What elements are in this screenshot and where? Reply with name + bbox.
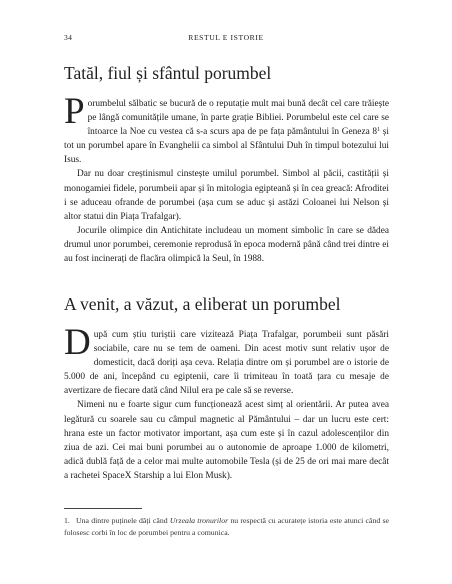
footnote-text: Una dintre puținele dăți când [76, 516, 170, 525]
footnote-text: nu respectă cu acuratețe istoria este atunci când se folosesc corbi în loc de porumbei pentru a comunica. [64, 516, 389, 537]
paragraph: Dar nu doar creștinismul cinstește umilul porumbel. Simbol al păcii, castității și monogamiei fidele, porumbeii apar și în mitologia egipteană și în cea greacă: Afroditei i se aduceau ofrande de porumbei (așa cum se aduc și astăzi Coloanei lui Nelson și altor statui din Piața Trafalgar). [64, 169, 389, 222]
footnote [64, 515, 389, 538]
section-title-2: A venit, a văzut, a eliberat un porumbel [64, 294, 341, 314]
footnote-reference[interactable]: 1 [377, 127, 381, 134]
page-number: 34 [64, 33, 73, 42]
paragraph [64, 322, 389, 398]
paragraph [64, 91, 389, 167]
running-title: RESTUL E ISTORIE [188, 33, 264, 42]
drop-cap: P [64, 91, 85, 132]
paragraph-text: și tot un porumbel apare în Evangheliі ca simbol al Sfântului Duh în timpul botezului lui Isus. [64, 127, 389, 166]
section-title-1: Tatăl, fiul și sfântul porumbel [64, 63, 272, 83]
section-2-body [64, 322, 389, 483]
footnote-number: 1. [64, 516, 70, 525]
paragraph: Jocurile olimpice din Antichitate includeau un moment simbolic în care se dădea drumul unor porumbei, ceremonie reprodusă în epoca modernă până când trei dintre ei au fost incinerați de flacăra olimpică la Seul, în 1988. [64, 225, 389, 265]
running-header [64, 33, 388, 43]
footnote-italic-title: Urzeala tronurilor [169, 516, 229, 525]
paragraph: Nimeni nu e foarte sigur cum funcționează acest simț al orientării. Ar putea avea legătură cu soarele sau cu câmpul magnetic al Pământului – dar un lucru este cert: hrana este un factor motivator important, așa cum este și în cazul adolescenților din ziua de azi. Cei mai buni porumbei au o autonomie de aproape 1.000 de kilometri, adică dublă față de a celor mai multe automobile Tesla (și de 25 de ori mai mare decât a rachetei SpaceX Starship a lui Elon Musk). [64, 400, 389, 481]
drop-cap: D [64, 322, 91, 363]
section-1-body [64, 91, 389, 266]
paragraph-text: orumbelul sălbatic se bucură de o reputație mult mai bună decât cel care trăiește pe lângă comunitățile umane, în parte grație Bibliei. Porumbelul este cel care se întoarce la Noe cu vestea că s-a scurs apa de pe fața pământului în Geneza 8 [87, 99, 389, 138]
paragraph-text: upă cum știu turiștii care vizitează Piața Trafalgar, porumbeii sunt păsări sociabile, care nu se tem de oameni. Din acest motiv sunt relativ ușor de domesticit, dacă doriți așa ceva. Relația dintre om și porumbel are o istorie de 5.000 de ani, începând cu egiptenii, care îi trimiteau în toată țara cu mesaje de avertizare de fiecare dată când Nilul era pe cale să se reverse. [64, 330, 389, 397]
footnote-divider [64, 508, 142, 509]
